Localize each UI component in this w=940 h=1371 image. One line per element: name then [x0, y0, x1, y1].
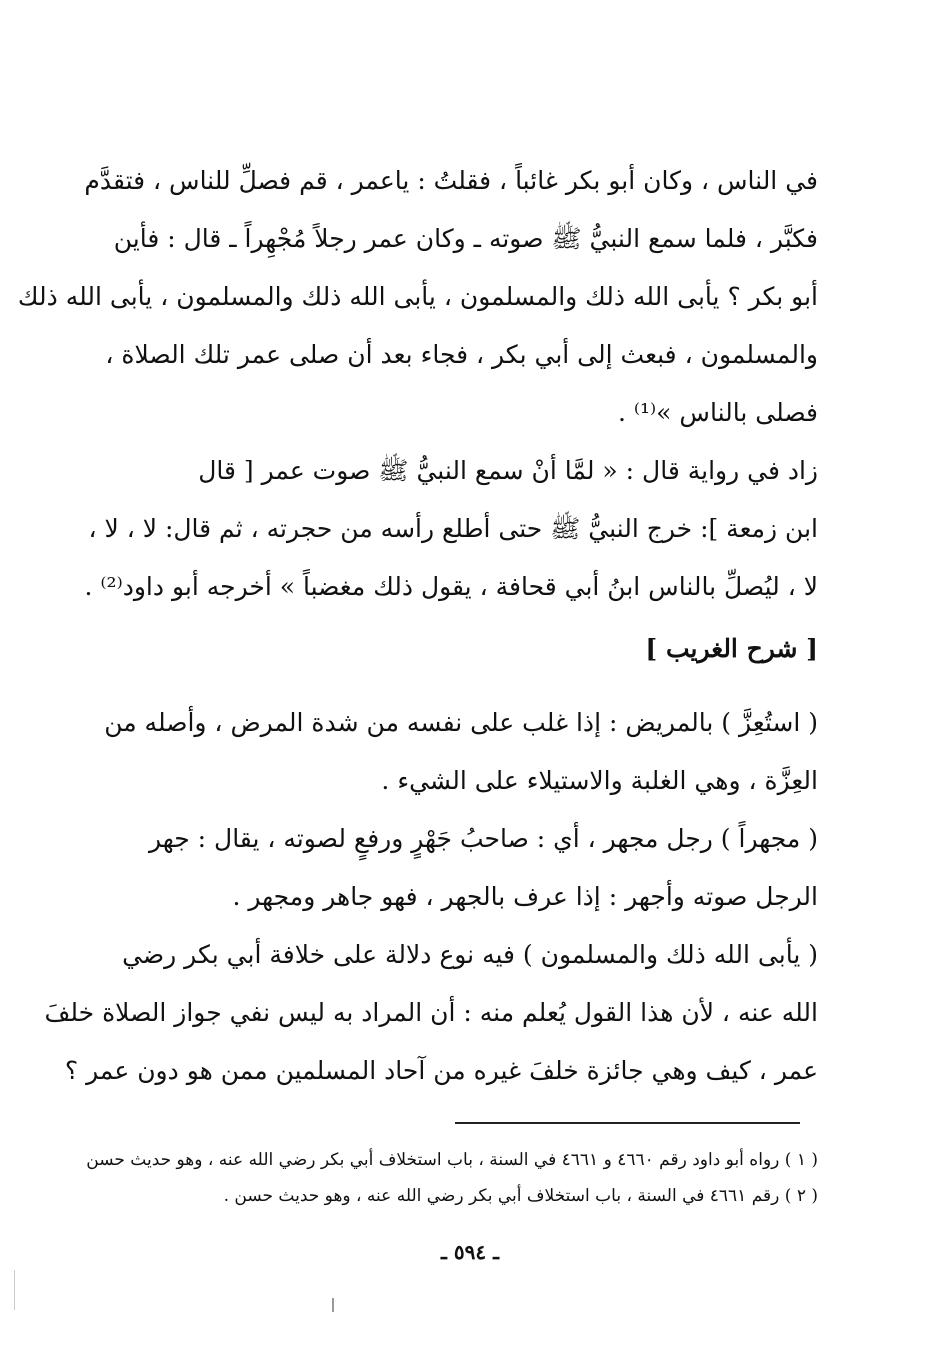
page-number: ـ ٥٩٤ ـ	[441, 1240, 499, 1264]
hadith-paragraph	[17, 152, 818, 442]
footnote-2: ( ٢ ) رقم ٤٦٦١ في السنة ، باب استخلاف أبي بكر رضي الله عنه ، وهو حديث حسن .	[223, 1186, 818, 1206]
text-line: والمسلمون ، فبعث إلى أبي بكر ، فجاء بعد أن صلى عمر تلك الصلاة ،	[105, 340, 818, 369]
text-line: أبو بكر ؟ يأبى الله ذلك والمسلمون ، يأبى الله ذلك والمسلمون ، يأبى الله ذلك	[17, 282, 818, 311]
text-line: ( مجهراً ) رجل مجهر ، أي : صاحبُ جَهْرٍ ورفعٍ لصوته ، يقال : جهر	[148, 824, 818, 853]
text-line: ابن زمعة ]: خرج النبيُّ ﷺ حتى أطلع رأسه من حجرته ، ثم قال: لا ، لا ،	[88, 514, 818, 543]
text-line: العِزَّة ، وهي الغلبة والاستيلاء على الشيء .	[381, 766, 818, 795]
text-line: ( يأبى الله ذلك والمسلمون ) فيه نوع دلالة على خلافة أبي بكر رضي	[122, 940, 818, 969]
text-line: فكبَّر ، فلما سمع النبيُّ ﷺ صوته ـ وكان عمر رجلاً مُجْهِراً ـ قال : فأين	[113, 224, 818, 253]
text-line: الرجل صوته وأجهر : إذا عرف بالجهر ، فهو جاهر ومجهر .	[232, 882, 818, 911]
scan-mark	[332, 1298, 334, 1312]
footnote-1: ( ١ ) رواه أبو داود رقم ٤٦٦٠ و ٤٦٦١ في السنة ، باب استخلاف أبي بكر رضي الله عنه ، وهو حديث حسن	[86, 1150, 818, 1170]
riwaya-paragraph	[84, 442, 818, 616]
text-line: زاد في رواية قال : « لمَّا أنْ سمع النبيُّ ﷺ صوت عمر [ قال	[198, 456, 818, 485]
text-line: الله عنه ، لأن هذا القول يُعلم منه : أن المراد به ليس نفي جواز الصلاة خلفَ	[44, 998, 818, 1027]
text-line: لا ، ليُصلِّ بالناس ابنُ أبي قحافة ، يقول ذلك مغضباً » أخرجه أبو داود⁽²⁾ .	[84, 572, 818, 601]
text-line: عمر ، كيف وهي جائزة خلفَ غيره من آحاد المسلمين ممن هو دون عمر ؟	[64, 1056, 818, 1085]
text-line: ( استُعِزَّ ) بالمريض : إذا غلب على نفسه من شدة المرض ، وأصله من	[104, 708, 818, 737]
section-heading: [ شرح الغريب ]	[645, 634, 818, 663]
text-line: فصلى بالناس »⁽¹⁾ .	[617, 398, 818, 427]
glossary-section	[44, 694, 818, 1100]
footnote-divider	[455, 1122, 800, 1124]
scan-mark	[14, 1270, 15, 1310]
text-line: في الناس ، وكان أبو بكر غائباً ، فقلتُ : ياعمر ، قم فصلِّ للناس ، فتقدَّم	[84, 166, 818, 195]
